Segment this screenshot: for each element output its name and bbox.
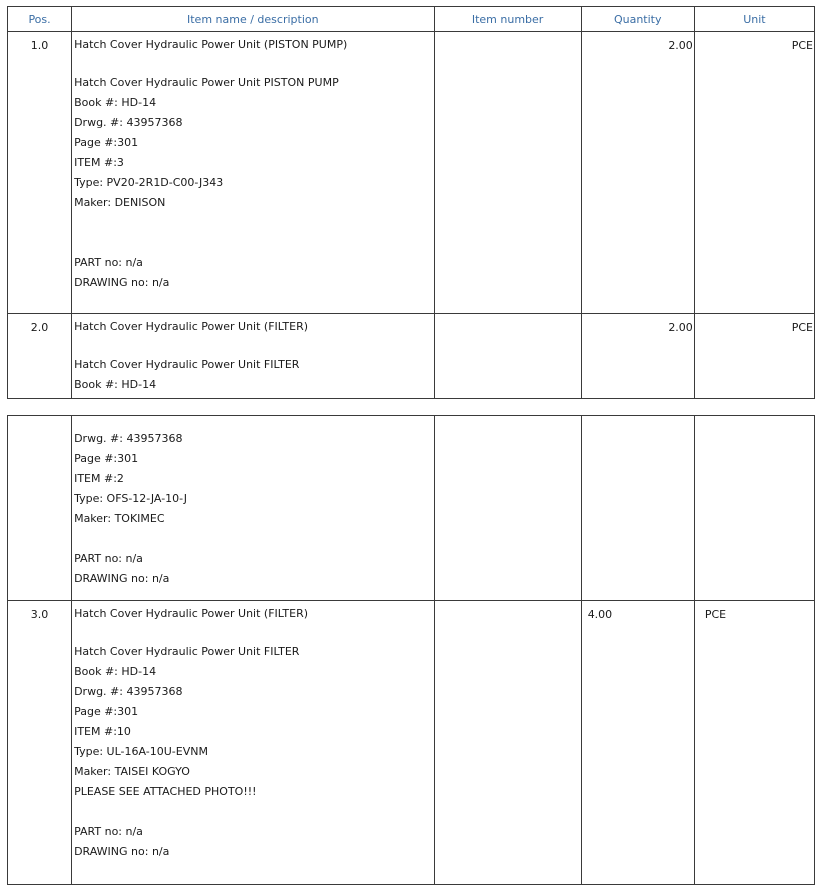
table-row	[8, 314, 815, 399]
row-item-number	[434, 416, 581, 601]
desc-line: Maker: DENISON	[74, 196, 166, 209]
desc-line: ITEM #:2	[74, 472, 124, 485]
row-quantity	[581, 416, 694, 601]
desc-line: Type: PV20-2R1D-C00-J343	[74, 176, 224, 189]
header-pos: Pos.	[8, 7, 72, 32]
row-pos	[8, 416, 72, 601]
row-item-number	[434, 32, 581, 314]
desc-line: Book #: HD-14	[74, 96, 157, 109]
row-quantity: 2.00	[581, 32, 694, 314]
row-item-number	[434, 601, 581, 885]
item-title: Hatch Cover Hydraulic Power Unit (PISTON PUMP)	[74, 38, 348, 51]
row-pos: 1.0	[8, 32, 72, 314]
desc-line: Drwg. #: 43957368	[74, 685, 183, 698]
desc-line: Hatch Cover Hydraulic Power Unit PISTON PUMP	[74, 76, 339, 89]
header-unit: Unit	[694, 7, 814, 32]
desc-line: Type: OFS-12-JA-10-J	[74, 492, 187, 505]
drawing-number: DRAWING no: n/a	[74, 572, 170, 585]
desc-line: Maker: TAISEI KOGYO	[74, 765, 190, 778]
desc-line: Book #: HD-14	[74, 665, 157, 678]
desc-line: Drwg. #: 43957368	[74, 432, 183, 445]
row-unit: PCE	[694, 32, 814, 314]
row-description	[72, 32, 434, 314]
desc-line: Book #: HD-14	[74, 378, 157, 391]
part-number: PART no: n/a	[74, 552, 143, 565]
header-quantity: Quantity	[581, 7, 694, 32]
part-number: PART no: n/a	[74, 825, 143, 838]
items-table-bottom	[7, 415, 815, 885]
desc-line: Page #:301	[74, 452, 139, 465]
table-row	[8, 601, 815, 885]
row-quantity: 2.00	[581, 314, 694, 399]
header-description: Item name / description	[72, 7, 434, 32]
drawing-number: DRAWING no: n/a	[74, 845, 170, 858]
row-unit: PCE	[694, 314, 814, 399]
desc-line: Page #:301	[74, 705, 139, 718]
row-pos: 2.0	[8, 314, 72, 399]
desc-line: PLEASE SEE ATTACHED PHOTO!!!	[74, 785, 257, 798]
table-row	[8, 32, 815, 314]
row-unit: PCE	[694, 601, 814, 885]
header-item-number: Item number	[434, 7, 581, 32]
desc-line: Hatch Cover Hydraulic Power Unit FILTER	[74, 358, 300, 371]
row-description	[72, 314, 434, 399]
table-row-continued	[8, 416, 815, 601]
desc-line: Drwg. #: 43957368	[74, 116, 183, 129]
row-unit	[694, 416, 814, 601]
items-table-top	[7, 6, 815, 399]
row-description	[72, 416, 434, 601]
desc-line: Maker: TOKIMEC	[74, 512, 165, 525]
desc-line: Page #:301	[74, 136, 139, 149]
row-item-number	[434, 314, 581, 399]
desc-line: Type: UL-16A-10U-EVNM	[74, 745, 208, 758]
drawing-number: DRAWING no: n/a	[74, 276, 170, 289]
part-number: PART no: n/a	[74, 256, 143, 269]
table-header-row	[8, 7, 815, 32]
desc-line: ITEM #:10	[74, 725, 131, 738]
desc-line: ITEM #:3	[74, 156, 124, 169]
row-quantity: 4.00	[581, 601, 694, 885]
item-title: Hatch Cover Hydraulic Power Unit (FILTER)	[74, 320, 309, 333]
desc-line: Hatch Cover Hydraulic Power Unit FILTER	[74, 645, 300, 658]
item-title: Hatch Cover Hydraulic Power Unit (FILTER)	[74, 607, 309, 620]
row-pos: 3.0	[8, 601, 72, 885]
row-description	[72, 601, 434, 885]
